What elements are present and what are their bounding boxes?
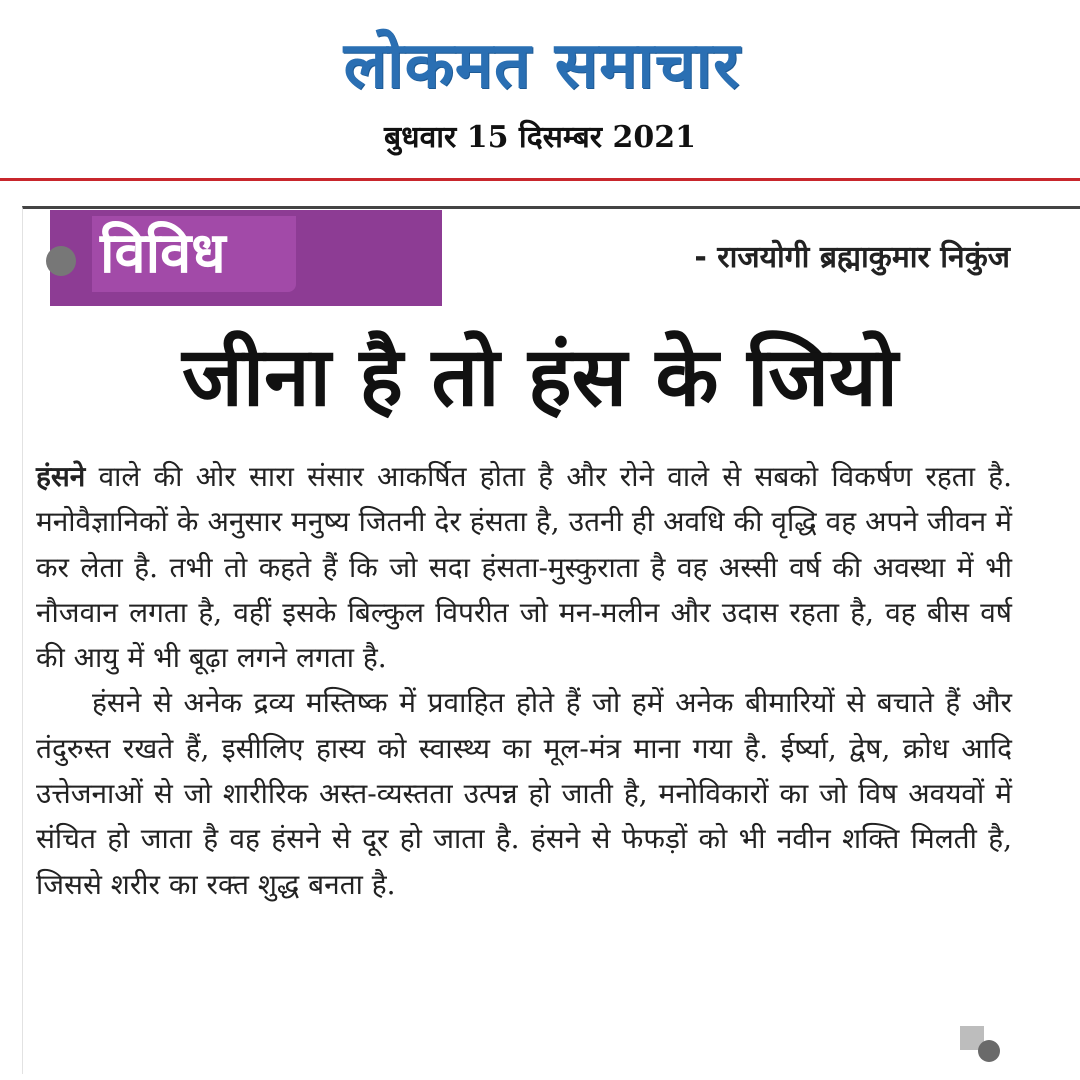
article-headline: जीना है तो हंस के जियो <box>182 330 898 425</box>
article-byline: - राजयोगी ब्रह्माकुमार निकुंज <box>694 240 1010 275</box>
paragraph-2-text: हंसने से अनेक द्रव्य मस्तिष्क में प्रवाहित होते हैं जो हमें अनेक बीमारियों से बचाते हैं और तंदुरुस्त रखते हैं, इसीलिए हास्य को स्वास्थ्य का मूल-मंत्र माना गया है. ईर्ष्या, द्वेष, क्रोध आदि उत्तेजनाओं से जो शारीरिक अस्त-व्यस्तता उत्पन्न हो जाती है, मनोविकारों का जो विष अवयवों में संचित हो जाता है वह हंसने से दूर हो जाता है. हंसने से फेफड़ों को भी नवीन शक्ति मिलती है, जिससे शरीर का रक्त शुद्ध बनता है. <box>36 686 1012 901</box>
section-bullet-icon <box>46 246 76 276</box>
publication-date: बुधवार 15 दिसम्बर 2021 <box>383 120 696 155</box>
masthead <box>280 28 804 104</box>
section-label: विविध <box>100 221 226 286</box>
header-divider <box>0 178 1080 181</box>
newspaper-title: लोकमत समाचार <box>343 29 741 103</box>
paragraph-2 <box>36 680 1012 906</box>
paragraph-1 <box>36 454 1012 680</box>
lead-word: हंसने <box>36 460 86 493</box>
article-body <box>36 454 1012 907</box>
end-of-article-icon <box>960 1026 990 1056</box>
paragraph-1-text: वाले की ओर सारा संसार आकर्षित होता है और रोने वाले से सबको विकर्षण रहता है. मनोवैज्ञानिकों के अनुसार मनुष्य जितनी देर हंसता है, उतनी ही अवधि की वृद्धि वह अपने जीवन में कर लेता है. तभी तो कहते हैं कि जो सदा हंसता-मुस्कुराता है वह अस्सी वर्ष की अवस्था में भी नौजवान लगता है, वहीं इसके बिल्कुल विपरीत जो मन-मलीन और उदास रहता है, वह बीस वर्ष की आयु में भी बूढ़ा लगने लगता है. <box>36 460 1012 675</box>
